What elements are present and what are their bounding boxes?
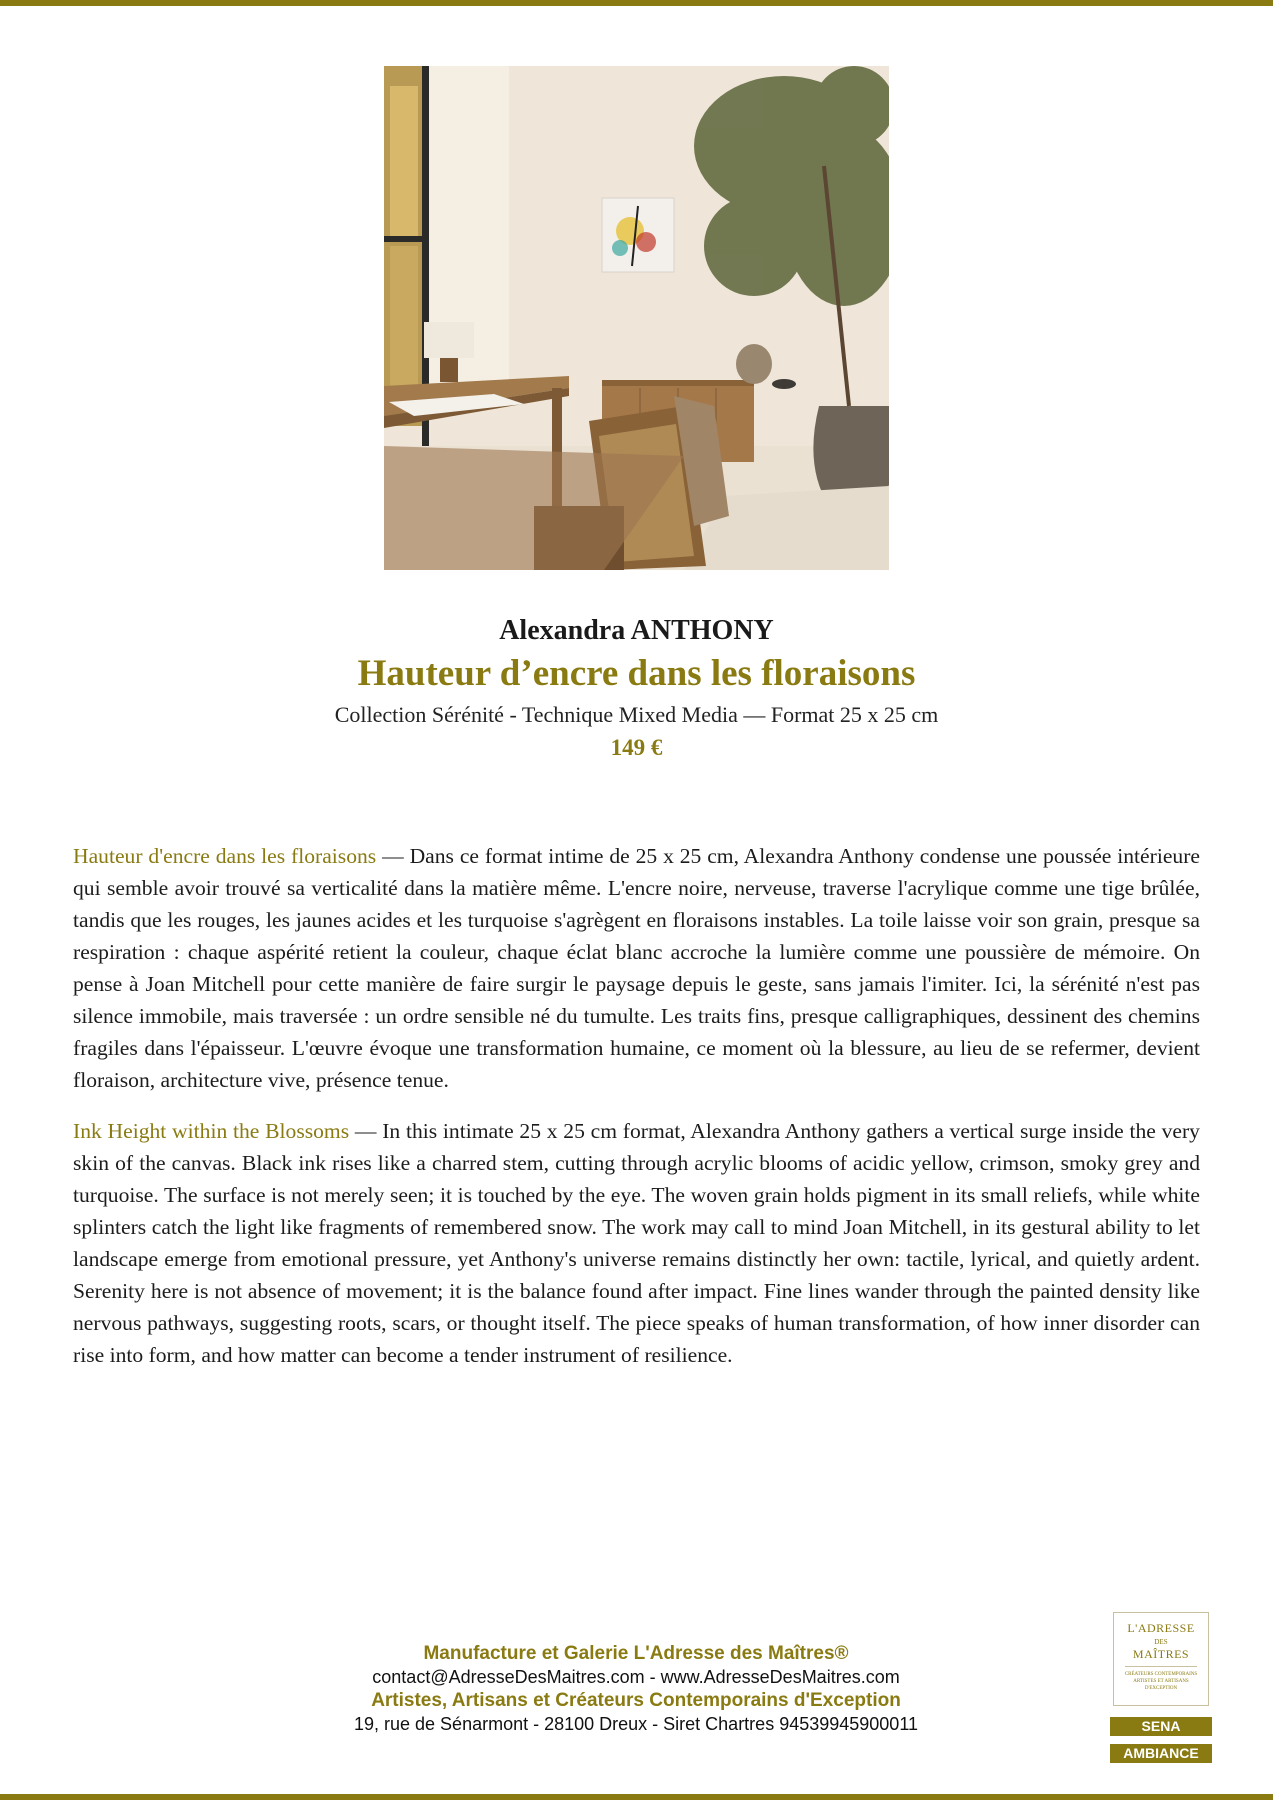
logo-divider [1125, 1666, 1197, 1667]
artwork-description [73, 840, 1200, 1390]
description-en-text: — In this intimate 25 x 25 cm format, Alexandra Anthony gathers a vertical surge inside the very skin of the canvas. Black ink rises like a charred stem, cutting through acrylic blooms of acidic yellow, crimson, smoky grey and turquoise. The surface is not merely seen; it is touched by the eye. The woven grain holds pigment in its small reliefs, while white splinters catch the light like fragments of remembered snow. The work may call to mind Joan Mitchell, in its gestural ability to let landscape emerge from emotional pressure, yet Anthony's universe remains distinctly her own: tactile, lyrical, and quietly ardent. Serenity here is not absence of movement; it is the balance found after impact. Fine lines wander through the painted density like nervous pathways, suggesting roots, scars, or thought itself. The piece speaks of human transformation, of how inner disorder can rise into form, and how matter can become a tender instrument of resilience. [73, 1119, 1200, 1367]
description-fr [73, 840, 1200, 1096]
artist-name: Alexandra ANTHONY [499, 615, 774, 646]
artwork-header [0, 612, 1273, 764]
gallery-tagline: Artistes, Artisans et Créateurs Contemporains d'Exception [371, 1690, 901, 1711]
artwork-price: 149 € [610, 735, 663, 760]
top-border [0, 0, 1273, 6]
gallery-name: Manufacture et Galerie L'Adresse des Maîtres® [423, 1643, 849, 1664]
tag-ambiance: AMBIANCE [1110, 1744, 1212, 1763]
ambiance-photo [384, 66, 889, 570]
description-fr-text: — Dans ce format intime de 25 x 25 cm, Alexandra Anthony condense une poussée intérieure qui semble avoir trouvé sa verticalité dans la matière même. L'encre noire, nerveuse, traverse l'acrylique comme une tige brûlée, tandis que les rouges, les jaunes acides et les turquoise s'agrègent en floraisons instables. La toile laisse voir son grain, presque sa respiration : chaque aspérité retient la couleur, chaque éclat blanc accroche la lumière comme une poussière de mémoire. On pense à Joan Mitchell pour cette manière de faire surgir le paysage depuis le geste, sans jamais l'imiter. Ici, la sérénité n'est pas silence immobile, mais traversée : un ordre sensible né du tumulte. Les traits fins, presque calligraphiques, dessinent des chemins fragiles dans l'épaisseur. L'œuvre évoque une transformation humaine, ce moment où la blessure, au lieu de se refermer, devient floraison, architecture vive, présence tenue. [73, 844, 1200, 1092]
description-en-lead: Ink Height within the Blossoms [73, 1119, 350, 1143]
gallery-footer [180, 1642, 1092, 1736]
logo-line4: CRÉATEURS CONTEMPORAINS ARTISTES ET ARTISANS D'EXCEPTION [1124, 1672, 1198, 1691]
description-fr-lead: Hauteur d'encre dans les floraisons [73, 844, 377, 868]
artwork-details: Collection Sérénité - Technique Mixed Media — Format 25 x 25 cm [334, 702, 939, 727]
artwork-title: Hauteur d’encre dans les floraisons [357, 653, 916, 694]
gallery-logo [1113, 1612, 1209, 1706]
description-en [73, 1115, 1200, 1371]
logo-line2: DES [1154, 1638, 1168, 1646]
tag-sena: SENA [1110, 1717, 1212, 1736]
gallery-address: 19, rue de Sénarmont - 28100 Dreux - Siret Chartres 94539945900011 [353, 1714, 919, 1734]
logo-line1: L'ADRESSE [1127, 1621, 1195, 1635]
room-illustration [384, 66, 889, 570]
bottom-border [0, 1794, 1273, 1800]
logo-line3: MAÎTRES [1132, 1647, 1190, 1661]
gallery-contact: contact@AdresseDesMaitres.com - www.AdresseDesMaitres.com [372, 1667, 900, 1687]
